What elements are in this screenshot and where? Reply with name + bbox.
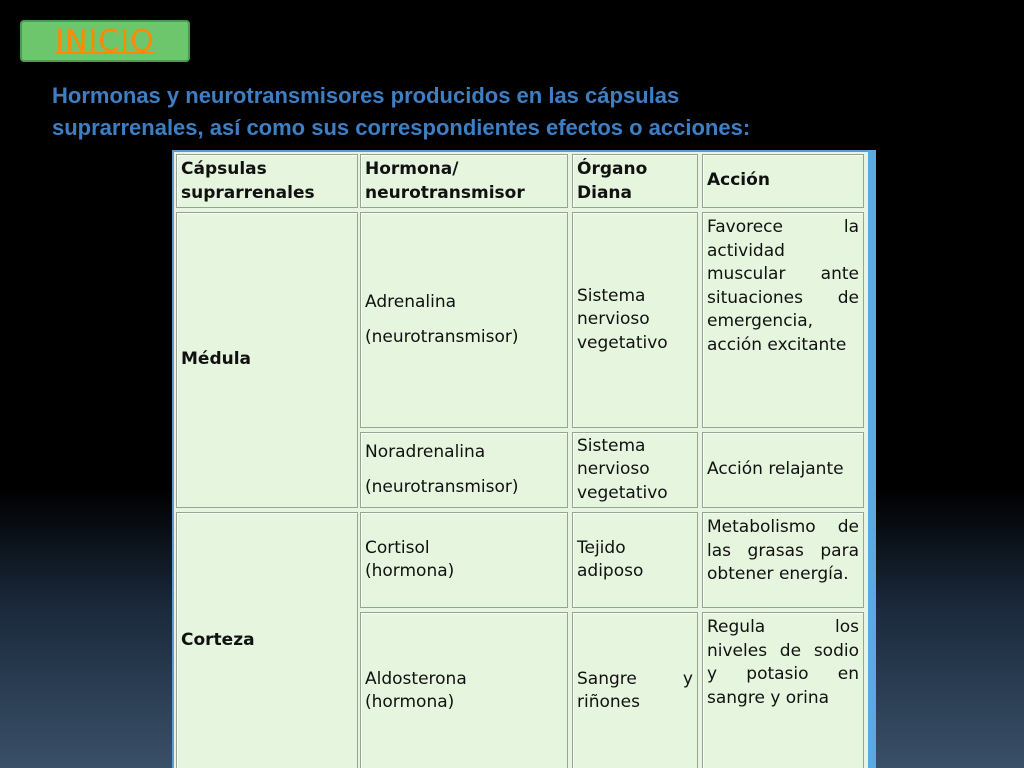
- action-text: Favorece la actividad muscular ante situaciones de emergencia, acción excitante: [707, 217, 859, 355]
- target-line3: vegetativo: [577, 332, 668, 353]
- page-title-line-2: suprarrenales, así como sus correspondientes efectos o acciones:: [52, 115, 751, 140]
- action-text: Acción relajante: [707, 459, 844, 480]
- target-line2: adiposo: [577, 561, 644, 581]
- header-capsulas-line2: suprarrenales: [181, 182, 315, 203]
- action-text: Regula los niveles de sodio y potasio en sangre y orina: [707, 617, 859, 708]
- hormone-name: Aldosterona: [365, 668, 467, 689]
- group-corteza-label: Corteza: [181, 630, 255, 651]
- cell-action-aldosterona: [702, 612, 864, 768]
- cell-hormone-cortisol: [360, 512, 568, 608]
- cell-action-noradrenalina: [702, 432, 864, 508]
- header-hormona: [360, 154, 568, 208]
- table-right-border: [868, 150, 876, 768]
- header-accion: [702, 154, 864, 208]
- action-text: Metabolismo de las grasas para obtener energía.: [707, 517, 859, 584]
- cell-hormone-noradrenalina: [360, 432, 568, 508]
- group-corteza: [176, 512, 358, 768]
- target-line1: Sistema: [577, 435, 646, 456]
- hormone-type: (neurotransmisor): [365, 477, 519, 497]
- target-line2: nervioso: [577, 309, 650, 330]
- hormone-type: (hormona): [365, 561, 455, 581]
- hormone-table-body: [174, 152, 872, 768]
- group-medula: [176, 212, 358, 508]
- cell-hormone-adrenalina: [360, 212, 568, 428]
- cell-action-adrenalina: [702, 212, 864, 428]
- page-title: [52, 80, 992, 144]
- cell-target-adrenalina: [572, 212, 698, 428]
- cell-hormone-aldosterona: [360, 612, 568, 768]
- target-line1: Tejido: [577, 537, 626, 558]
- cell-target-aldosterona: [572, 612, 698, 768]
- header-organo: [572, 154, 698, 208]
- header-accion-label: Acción: [707, 170, 770, 191]
- cell-target-noradrenalina: [572, 432, 698, 508]
- hormone-type: (neurotransmisor): [365, 327, 519, 347]
- cell-action-cortisol: [702, 512, 864, 608]
- hormone-table: [172, 150, 876, 768]
- target-line2: riñones: [577, 692, 640, 712]
- hormone-name: Cortisol: [365, 537, 430, 558]
- target-line1: Sistema: [577, 285, 646, 306]
- inicio-button[interactable]: INICIO: [20, 20, 190, 62]
- page-title-line-1: Hormonas y neurotransmisores producidos en las cápsulas: [52, 83, 680, 108]
- group-medula-label: Médula: [181, 349, 252, 370]
- hormone-name: Adrenalina: [365, 291, 457, 312]
- header-hormona-line1: Hormona/: [365, 159, 459, 179]
- header-organo-line2: Diana: [577, 182, 632, 203]
- header-hormona-line2: neurotransmisor: [365, 182, 525, 203]
- target-line1: Sangre y: [577, 668, 693, 689]
- cell-target-cortisol: [572, 512, 698, 608]
- target-line2: nervioso: [577, 459, 650, 480]
- header-capsulas: [176, 154, 358, 208]
- hormone-name: Noradrenalina: [365, 441, 486, 462]
- header-capsulas-line1: Cápsulas: [181, 159, 267, 179]
- target-line3: vegetativo: [577, 482, 668, 503]
- hormone-type: (hormona): [365, 692, 455, 712]
- header-organo-line1: Órgano: [577, 159, 648, 179]
